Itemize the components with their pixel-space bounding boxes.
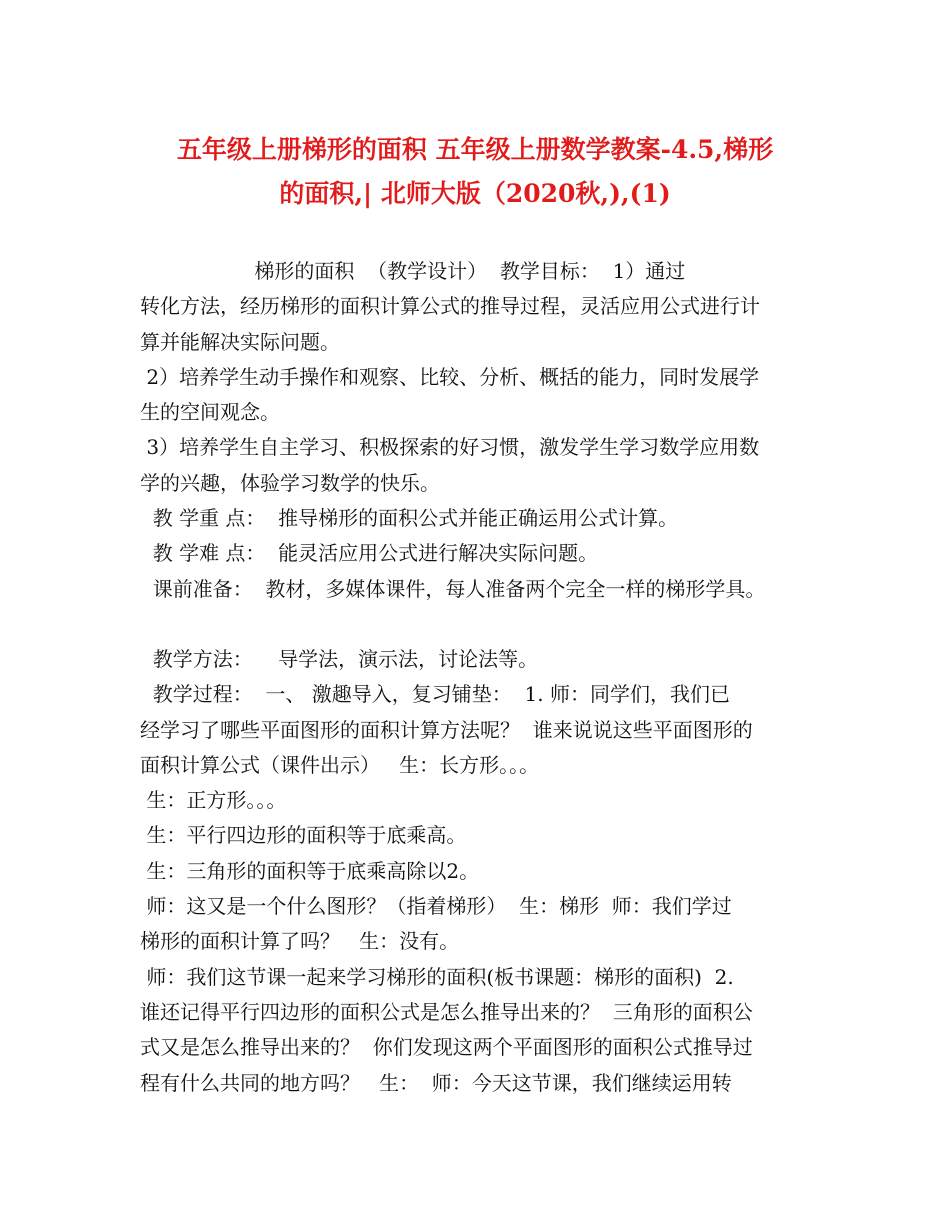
text-line: 经学习了哪些平面图形的面积计算方法呢？ 谁来说说这些平面图形的 [140,717,753,742]
text-line: 梯形的面积计算了吗？ 生：没有。 [140,929,460,954]
text-line: 教学方法： 导学法，演示法，讨论法等。 [140,646,539,671]
text-line: 2）培养学生动手操作和观察、比较、分析、概括的能力，同时发展学 [140,364,760,389]
text-line: 转化方法，经历梯形的面积计算公式的推导过程，灵活应用公式进行计 [140,294,760,319]
text-line: 式又是怎么推导出来的？ 你们发现这两个平面图形的面积公式推导过 [140,1035,753,1060]
text-line: 3）培养学生自主学习、积极探索的好习惯，激发学生学习数学应用数 [140,435,760,460]
text-line: 算并能解决实际问题。 [140,329,340,354]
text-line: 面积计算公式（课件出示） 生：长方形。。。 [140,752,540,777]
text-line: 课前准备： 教材，多媒体课件，每人准备两个完全一样的梯形学具。 [140,576,766,601]
text-line: 生：平行四边形的面积等于底乘高。 [140,823,467,848]
text-line: 教 学难 点： 能灵活应用公式进行解决实际问题。 [140,541,599,566]
title-line-2: 的面积,| 北师大版（2020秋,),(1) [279,179,671,208]
document-title [110,128,840,216]
document-body [140,254,830,1101]
text-line: 谁还记得平行四边形的面积公式是怎么推导出来的？ 三角形的面积公 [140,999,753,1024]
text-line: 生：正方形。。。 [140,788,287,813]
text-line: 师：这又是一个什么图形？（指着梯形） 生：梯形 师：我们学过 [140,894,732,919]
text-line: 梯形的面积 （教学设计） 教学目标： 1）通过 [140,259,686,283]
text-line: 程有什么共同的地方吗？ 生： 师：今天这节课，我们继续运用转 [140,1070,732,1095]
text-line: 教 学重 点： 推导梯形的面积公式并能正确运用公式计算。 [140,506,679,531]
text-line: 学的兴趣，体验学习数学的快乐。 [140,470,440,495]
text-line: 教学过程： 一、 激趣导入，复习铺垫： 1. 师：同学们，我们已 [140,682,730,707]
title-line-1: 五年级上册梯形的面积 五年级上册数学教案-4.5,梯形 [176,135,774,164]
text-line: 生：三角形的面积等于底乘高除以2。 [140,858,480,883]
paragraph-gap [140,607,830,642]
text-line: 师：我们这节课一起来学习梯形的面积(板书课题：梯形的面积) 2. [140,964,734,989]
text-line: 生的空间观念。 [140,400,280,425]
